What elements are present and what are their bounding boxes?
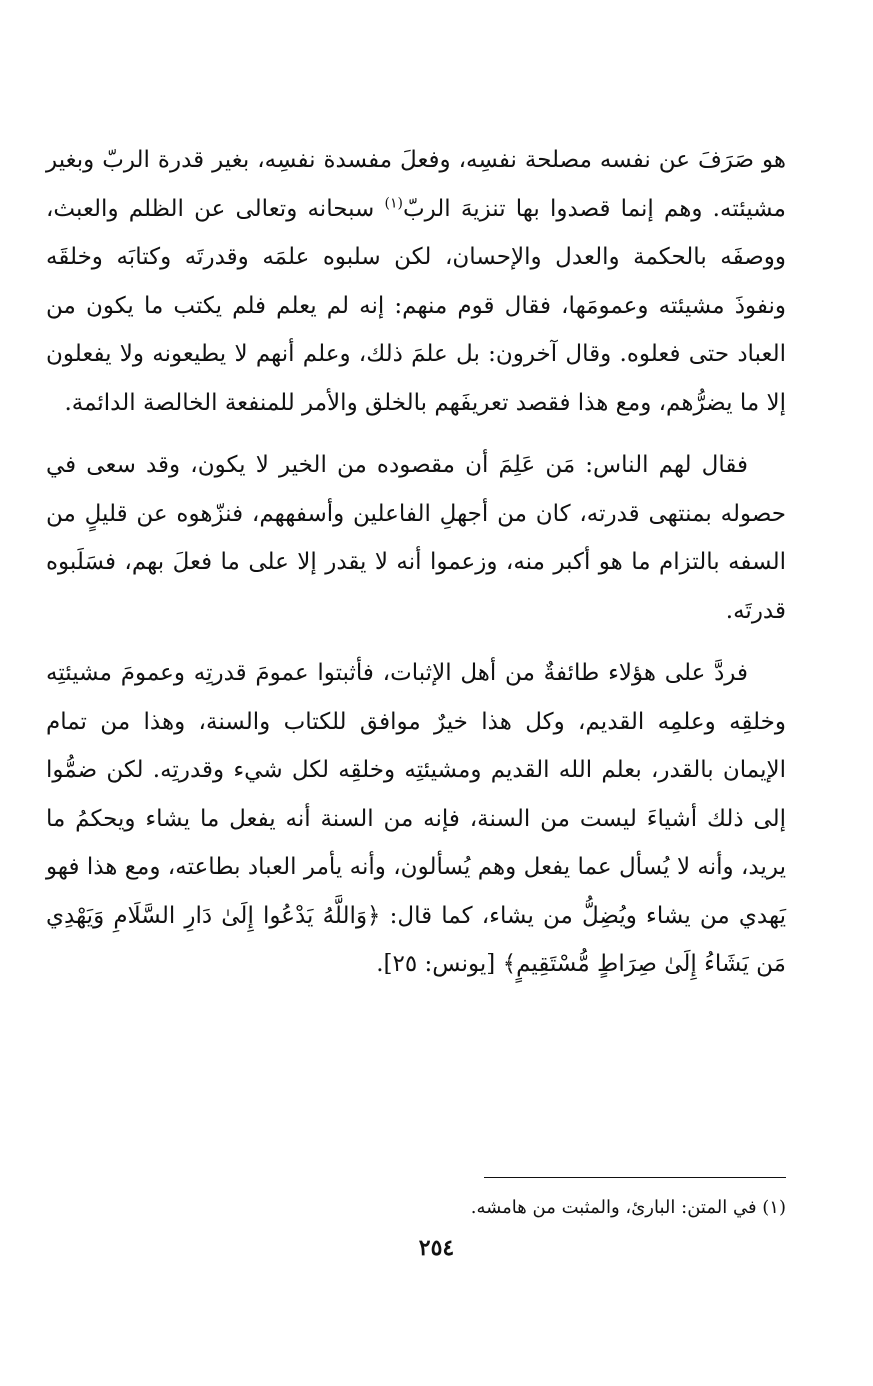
- footnote-reference: (١): [384, 194, 403, 211]
- paragraph-1-text-b: سبحانه وتعالى عن الظلم والعبث، ووصفَه بالحكمة والعدل والإحسان، لكن سلبوه علمَه وقدرتَه وكتابَه وخلقَه ونفوذَ مشيئته وعمومَها، فقال قوم منهم: إنه لم يعلم فلم يكتب ما يكون من العباد حتى فعلوه. وقال آخرون: بل علمَ ذلك، وعلم أنهم لا يطيعونه ولا يفعلون إلا ما يضرُّهم، ومع هذا فقصد تعريفَهم بالخلق والأمر للمنفعة الخالصة الدائمة.: [46, 195, 786, 416]
- page-body: [46, 136, 786, 1003]
- verse-citation: [يونس: ٢٥].: [376, 951, 503, 977]
- footnote: (١) في المتن: البارئ، والمثبت من هامشه.: [470, 1197, 786, 1218]
- paragraph-1: [46, 136, 786, 427]
- paragraph-3: [46, 649, 786, 989]
- paragraph-3-text: فردَّ على هؤلاء طائفةٌ من أهل الإثبات، فأثبتوا عمومَ قدرتِه وعمومَ مشيئتِه وخلقِه وعلمِه القديم، وكل هذا خيرٌ موافق للكتاب والسنة، وهذا من تمام الإيمان بالقدر، بعلم الله القديم ومشيئتِه وخلقِه لكل شيء وقدرتِه. لكن ضمُّوا إلى ذلك أشياءَ ليست من السنة، فإنه من السنة أنه يفعل ما يشاء ويحكمُ ما يريد، وأنه لا يُسأل عما يفعل وهم يُسألون، وأنه يأمر العباد بطاعته، ومع هذا فهو يَهدي من يشاء ويُضِلُّ من يشاء، كما قال:: [46, 660, 786, 929]
- paragraph-2: فقال لهم الناس: مَن عَلِمَ أن مقصوده من الخير لا يكون، وقد سعى في حصوله بمنتهى قدرته، كان من أجهلِ الفاعلين وأسفههم، فنزّهوه عن قليلٍ من السفه بالتزام ما هو أكبر منه، وزعموا أنه لا يقدر إلا على ما فعلَ بهم، فسَلَبوه قدرتَه.: [46, 452, 786, 624]
- footnote-divider: [484, 1177, 786, 1178]
- quran-verse: ﴿وَاللَّهُ يَدْعُوا إِلَىٰ دَارِ السَّلَامِ وَيَهْدِي مَن يَشَاءُ إِلَىٰ صِرَاطٍ مُّسْتَقِيمٍ﴾: [46, 902, 786, 977]
- paragraph-1-text-a: هو صَرَفَ عن نفسه مصلحة نفسِه، وفعلَ مفسدة نفسِه، بغير قدرة الربّ وبغير مشيئته. وهم إنما قصدوا بها تنزيهَ الربّ: [46, 147, 786, 222]
- page-number: ٢٥٤: [418, 1235, 455, 1261]
